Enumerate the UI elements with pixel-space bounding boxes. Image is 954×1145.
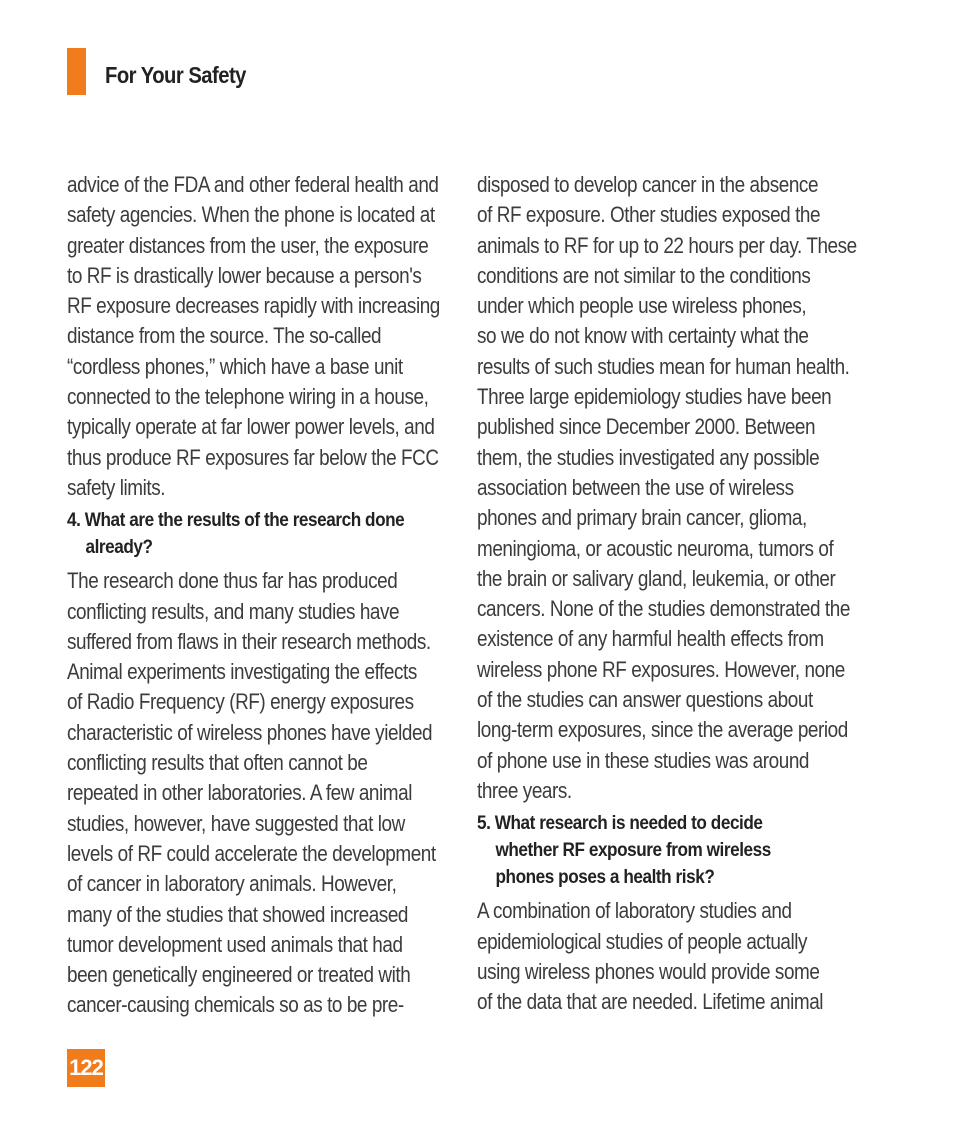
right-column <box>477 170 927 1017</box>
page-title: For Your Safety <box>105 62 246 88</box>
heading-line: 4. What are the results of the research done <box>67 509 405 532</box>
text-line: wireless phone RF exposures. However, none <box>477 656 845 682</box>
question-heading-4 <box>67 507 517 561</box>
paragraph <box>67 566 517 1020</box>
text-line: using wireless phones would provide some <box>477 958 820 984</box>
text-line: Animal experiments investigating the effects <box>67 659 417 685</box>
text-line: under which people use wireless phones, <box>477 293 807 319</box>
heading-line: whether RF exposure from wireless <box>495 839 771 862</box>
text-line: of cancer in laboratory animals. However, <box>67 871 397 897</box>
text-line: cancers. None of the studies demonstrated the <box>477 596 850 622</box>
text-line: safety limits. <box>67 474 166 500</box>
text-line: of Radio Frequency (RF) energy exposures <box>67 689 414 715</box>
text-line: suffered from flaws in their research methods. <box>67 628 431 654</box>
text-line: A combination of laboratory studies and <box>477 898 792 924</box>
text-line: phones and primary brain cancer, glioma, <box>477 505 807 531</box>
text-line: RF exposure decreases rapidly with increasing <box>67 293 440 319</box>
text-line: Three large epidemiology studies have been <box>477 384 832 410</box>
text-line: epidemiological studies of people actually <box>477 928 808 954</box>
text-line: greater distances from the user, the exposure <box>67 232 429 258</box>
text-line: of RF exposure. Other studies exposed the <box>477 202 821 228</box>
text-line: tumor development used animals that had <box>67 931 403 957</box>
text-line: cancer-causing chemicals so as to be pre- <box>67 992 404 1018</box>
text-line: of the data that are needed. Lifetime animal <box>477 989 824 1015</box>
text-line: distance from the source. The so-called <box>67 323 382 349</box>
heading-line: already? <box>85 536 153 559</box>
text-line: typically operate at far lower power levels, and <box>67 414 435 440</box>
text-line: conditions are not similar to the conditions <box>477 262 811 288</box>
text-line: disposed to develop cancer in the absence <box>477 172 819 197</box>
text-line: conflicting results, and many studies have <box>67 598 400 624</box>
text-line: to RF is drastically lower because a person's <box>67 262 422 288</box>
text-line: many of the studies that showed increased <box>67 901 409 927</box>
text-line: so we do not know with certainty what the <box>477 323 809 349</box>
text-line: of the studies can answer questions about <box>477 687 813 713</box>
paragraph <box>477 170 927 806</box>
text-line: thus produce RF exposures far below the FCC <box>67 444 439 470</box>
text-line: repeated in other laboratories. A few animal <box>67 780 412 806</box>
text-line: The research done thus far has produced <box>67 568 398 594</box>
text-line: studies, however, have suggested that low <box>67 810 405 836</box>
heading-line: phones poses a health risk? <box>495 866 715 889</box>
paragraph <box>477 896 927 1017</box>
section-accent-bar <box>67 48 86 95</box>
text-line: conflicting results that often cannot be <box>67 750 368 776</box>
text-line: characteristic of wireless phones have yielded <box>67 719 433 745</box>
text-line: three years. <box>477 777 572 803</box>
text-line: the brain or salivary gland, leukemia, or other <box>477 565 836 591</box>
text-line: advice of the FDA and other federal health and <box>67 172 439 197</box>
page-number: 122 <box>67 1049 105 1087</box>
left-column <box>67 170 517 1021</box>
text-line: long-term exposures, since the average period <box>477 717 848 743</box>
text-line: results of such studies mean for human health. <box>477 353 850 379</box>
paragraph <box>67 170 517 503</box>
text-line: them, the studies investigated any possible <box>477 444 820 470</box>
text-line: been genetically engineered or treated with <box>67 962 411 988</box>
text-line: connected to the telephone wiring in a house, <box>67 384 429 410</box>
text-line: existence of any harmful health effects from <box>477 626 824 652</box>
heading-line: 5. What research is needed to decide <box>477 812 763 835</box>
text-line: “cordless phones,” which have a base unit <box>67 353 403 379</box>
text-line: association between the use of wireless <box>477 474 794 500</box>
question-heading-5 <box>477 810 927 891</box>
text-line: animals to RF for up to 22 hours per day. These <box>477 232 857 258</box>
text-line: of phone use in these studies was around <box>477 747 810 773</box>
text-line: safety agencies. When the phone is located at <box>67 202 435 228</box>
text-line: published since December 2000. Between <box>477 414 816 440</box>
text-line: levels of RF could accelerate the development <box>67 840 436 866</box>
text-line: meningioma, or acoustic neuroma, tumors of <box>477 535 834 561</box>
